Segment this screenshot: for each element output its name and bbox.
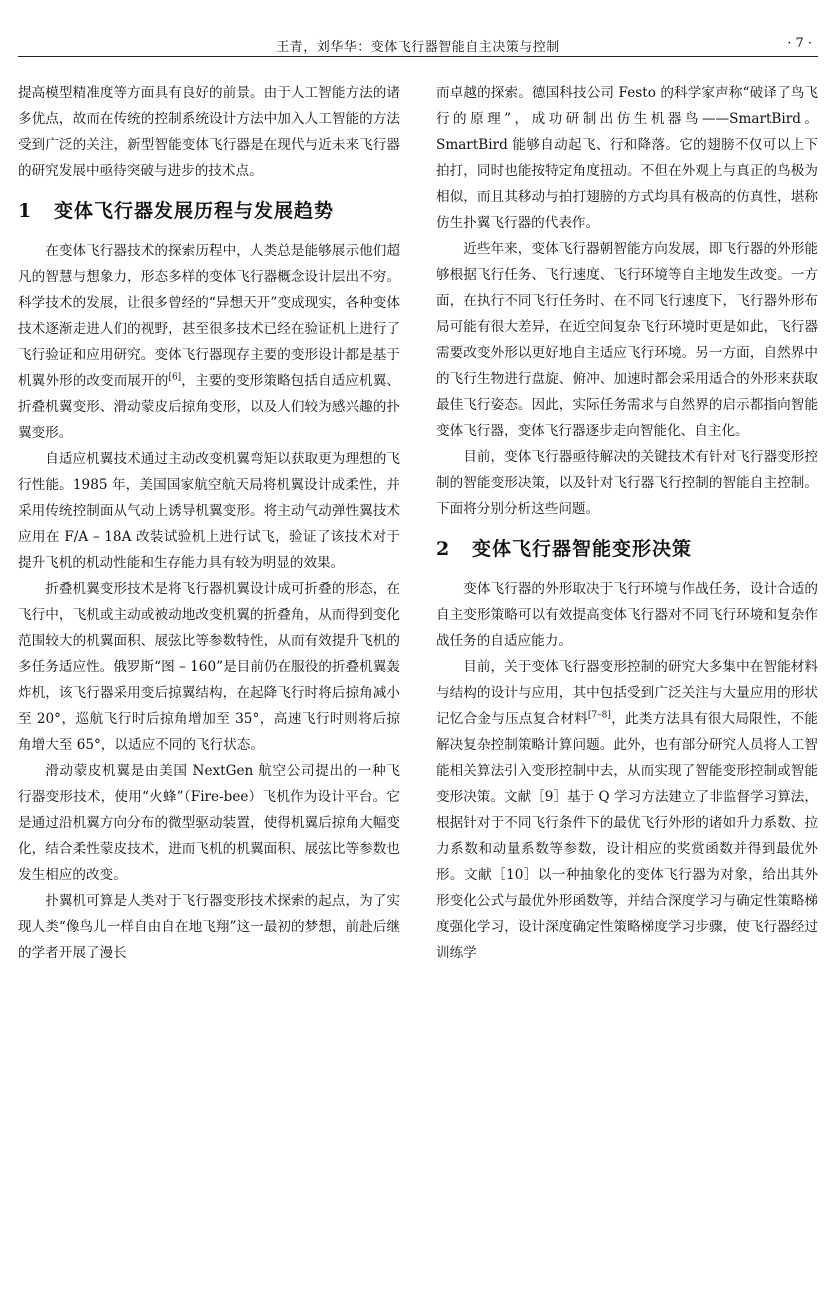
paragraph: 近些年来，变体飞行器朝智能方向发展，即飞行器的外形能够根据飞行任务、飞行速度、飞行环境等自主地发生改变。一方面，在执行不同飞行任务时、在不同飞行速度下，飞行器外形布局可能有很大差异，在近空间复杂飞行环境时更是如此，飞行器需要改变外形以更好地自主适应飞行环境。另一方面，自然界中的飞行生物进行盘旋、俯冲、加速时都会采用适合的外形来获取最佳飞行姿态。因此，实际任务需求与自然界的启示都指向智能变体飞行器，变体飞行器逐步走向智能化、自主化。 [436,241,818,439]
running-header-title: 王青，刘华华：变体飞行器智能自主决策与控制 [276,40,560,55]
paragraph: 扑翼机可算是人类对于飞行器变形技术探索的起点，为了实现人类“像鸟儿一样自由自在地飞翔”这一最初的梦想，前赴后继的学者开展了漫长 [18,893,400,961]
paragraph-text: 目前，关于变体飞行器变形控制的研究大多集中在智能材料与结构的设计与应用，其中包括受到广泛关注与大量应用的形状记忆合金与压点复合材料 [436,659,818,727]
paragraph-text: 在变体飞行器技术的探索历程中，人类总是能够展示他们超凡的智慧与想象力，形态多样的变体飞行器概念设计层出不穷。科学技术的发展，让很多曾经的“异想天开”变成现实，各种变体技术逐渐走进人们的视野，甚至很多技术已经在验证机上进行了飞行验证和应用研究。变体飞行器现存主要的变形设计都是基于机翼外形的改变而展开的 [18,243,400,389]
citation: [6] [168,372,182,383]
section-heading-2 [436,534,818,564]
right-column [436,80,818,966]
left-column [18,80,400,966]
section-heading-1 [18,196,400,226]
paragraph: 滑动蒙皮机翼是由美国 NextGen 航空公司提出的一种飞行器变形技术，使用“火蜂”（Fire-bee）飞机作为设计平台。它是通过沿机翼方向分布的微型驱动装置，使得机翼后掠角大幅变化，结合柔性蒙皮技术，进而飞机的机翼面积、展弦比等参数也发生相应的改变。 [18,763,400,883]
section-number: 1 [18,200,33,222]
paragraph: 折叠机翼变形技术是将飞行器机翼设计成可折叠的形态，在飞行中，飞机或主动或被动地改变机翼的折叠角，从而得到变化范围较大的机翼面积、展弦比等参数特性，从而有效提升飞机的多任务适应性。俄罗斯“图 – 160”是目前仍在服役的折叠机翼轰炸机，该飞行器采用变后掠翼结构，在起降飞行时将后掠角减小至 20°，巡航飞行时后掠角增加至 35°，高速飞行时则将后掠角增大至 65°，以适应不同的飞行状态。 [18,581,400,753]
paragraph-text: ，此类方法具有很大局限性，不能解决复杂控制策略计算问题。此外，也有部分研究人员将人工智能相关算法引入变形控制中去，从而实现了智能变形控制或智能变形决策。文献［9］基于 Q 学习方法建立了非监督学习算法，根据针对于不同飞行条件下的最优飞行外形的诸如升力系数、拉力系数和动量系数等参数，设计相应的奖赏函数并得到最优外形。文献［10］以一种抽象化的变体飞行器为对象，给出其外形变化公式与最优外形函数等，并结合深度学习与确定性策略梯度强化学习，设计深度确定性策略梯度学习步骤，使飞行器经过训练学 [436,711,818,961]
running-header [18,36,818,57]
paragraph-text: ，主要的变形策略包括自适应机翼、折叠机翼变形、滑动蒙皮后掠角变形，以及人们较为感兴趣的扑翼变形。 [18,373,401,441]
paragraph [436,654,818,966]
paragraph: 目前，变体飞行器亟待解决的关键技术有针对飞行器变形控制的智能变形决策，以及针对飞行器飞行控制的智能自主控制。下面将分别分析这些问题。 [436,449,818,517]
paragraph: 自适应机翼技术通过主动改变机翼弯矩以获取更为理想的飞行性能。1985 年，美国国家航空航天局将机翼设计成柔性，并采用传统控制面从气动上诱导机翼变形。将主动气动弹性翼技术应用在 F/A – 18A 改装试验机上进行试飞，验证了该技术对于提升飞机的机动性能和生存能力具有较为明显的效果。 [18,451,400,571]
paragraph: 变体飞行器的外形取决于飞行环境与作战任务，设计合适的自主变形策略可以有效提高变体飞行器对不同飞行环境和复杂作战任务的自适应能力。 [436,581,818,649]
section-number: 2 [436,538,451,560]
section-title: 变体飞行器智能变形决策 [472,538,693,560]
paragraph: 而卓越的探索。德国科技公司 Festo 的科学家声称“破译了鸟飞行的原理”，成功研制出仿生机器鸟——SmartBird。SmartBird 能够自动起飞、行和降落。它的翅膀不仅可以上下拍打，同时也能按特定角度扭动。不但在外观上与真正的鸟极为相似，而且其移动与拍打翅膀的方式均具有极高的仿真性，堪称仿生扑翼飞行器的代表作。 [436,85,818,231]
paragraph: 提高模型精准度等方面具有良好的前景。由于人工智能方法的诸多优点，故而在传统的控制系统设计方法中加入人工智能的方法受到广泛的关注，新型智能变体飞行器是在现代与近未来飞行器的研究发展中亟待突破与进步的技术点。 [18,85,400,179]
citation: [7–8] [587,710,611,721]
page-number: · 7 · [787,36,812,51]
paragraph [18,238,400,446]
section-title: 变体飞行器发展历程与发展趋势 [54,200,335,222]
